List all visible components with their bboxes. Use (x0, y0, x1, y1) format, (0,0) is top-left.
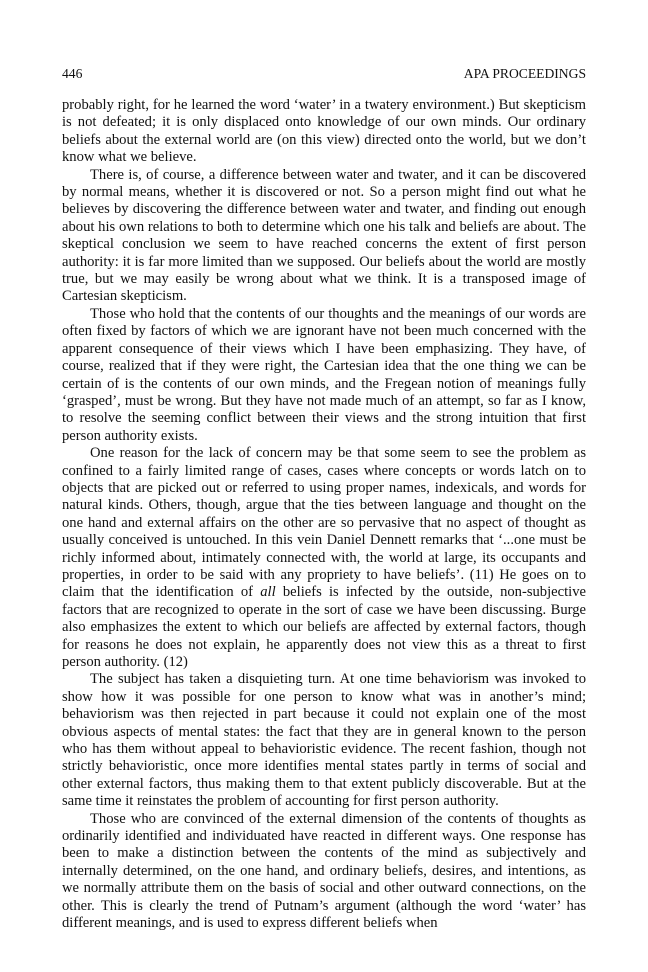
page-number: 446 (62, 66, 83, 81)
running-title: APA PROCEEDINGS (463, 66, 586, 81)
document-page (62, 66, 586, 933)
emphasis-all: all (260, 584, 276, 601)
text-run: beliefs is infected by the outside, non-subjective factors that are recognized to operate in the sort of case we have been discussing. Burge also emphasizes the extent to which our beliefs are affected by external factors, though for reasons he does not explain, he apparently does not view this as a threat to first person authority. (12) (62, 584, 586, 670)
paragraph-dennett-burge (62, 445, 586, 671)
body-text (62, 97, 586, 933)
paragraph-continued: probably right, for he learned the word ‘water’ in a twatery environment.) But skepticism is not defeated; it is only displaced onto knowledge of our own minds. Our ordinary beliefs about the external world are (on this view) directed onto the world, but we don’t know what we believe. (62, 97, 586, 166)
paragraph-disquieting-turn: The subject has taken a disquieting turn. At one time behaviorism was invoked to show how it was possible for one person to know what was in another’s mind; behaviorism was then rejected in part because it could not explain one of the most obvious aspects of mental states: the fact that they are in general known to the person who has them without appeal to behavioristic evidence. The recent fashion, though not strictly behavioristic, once more identifies mental states partly in terms of social and other external factors, thus making them to that extent publicly discoverable. But at the same time it reinstates the problem of accounting for first person authority. (62, 671, 586, 810)
page-header (62, 66, 586, 82)
paragraph-cartesian-idea: Those who hold that the contents of our thoughts and the meanings of our words are often fixed by factors of which we are ignorant have not been much concerned with the apparent consequence of their views which I have been emphasizing. They have, of course, realized that if they were right, the Cartesian idea that the one thing we can be certain of is the contents of our own minds, and the Fregean notion of meanings fully ‘grasped’, must be wrong. But they have not made much of an attempt, so far as I know, to resolve the seeming conflict between their views and the strong intuition that first person authority exists. (62, 305, 586, 444)
paragraph-water-twater: There is, of course, a difference between water and twater, and it can be discovered by normal means, whether it is discovered or not. So a person might find out what he believes by discovering the difference between water and twater, and finding out enough about his own relations to both to determine which one his talk and beliefs are about. The skeptical conclusion we seem to have reached concerns the extent of first person authority: it is far more limited than we supposed. Our beliefs about the world are mostly true, but we may easily be wrong about what we think. It is a transposed image of Cartesian skepticism. (62, 166, 586, 305)
paragraph-external-dimension: Those who are convinced of the external dimension of the contents of thoughts as ordinarily identified and individuated have reacted in different ways. One response has been to make a distinction between the contents of the mind as subjectively and internally determined, on the one hand, and ordinary beliefs, desires, and intentions, as we normally attribute them on the basis of social and other outward connections, on the other. This is clearly the trend of Putnam’s argument (although the word ‘water’ has different meanings, and is used to express different beliefs when (62, 810, 586, 932)
text-run: One reason for the lack of concern may be that some seem to see the problem as confined to a fairly limited range of cases, cases where concepts or words latch on to objects that are picked out or referred to using proper names, indexicals, and words for natural kinds. Others, though, argue that the ties between language and thought on the one hand and external affairs on the other are so pervasive that no aspect of thought as usually conceived is untouched. In this vein Daniel Dennett remarks that ‘...one must be richly informed about, intimately connected with, the world at large, its occupants and properties, in order to be said with any propriety to have beliefs’. (11) He goes on to claim that the identification of (62, 445, 586, 601)
